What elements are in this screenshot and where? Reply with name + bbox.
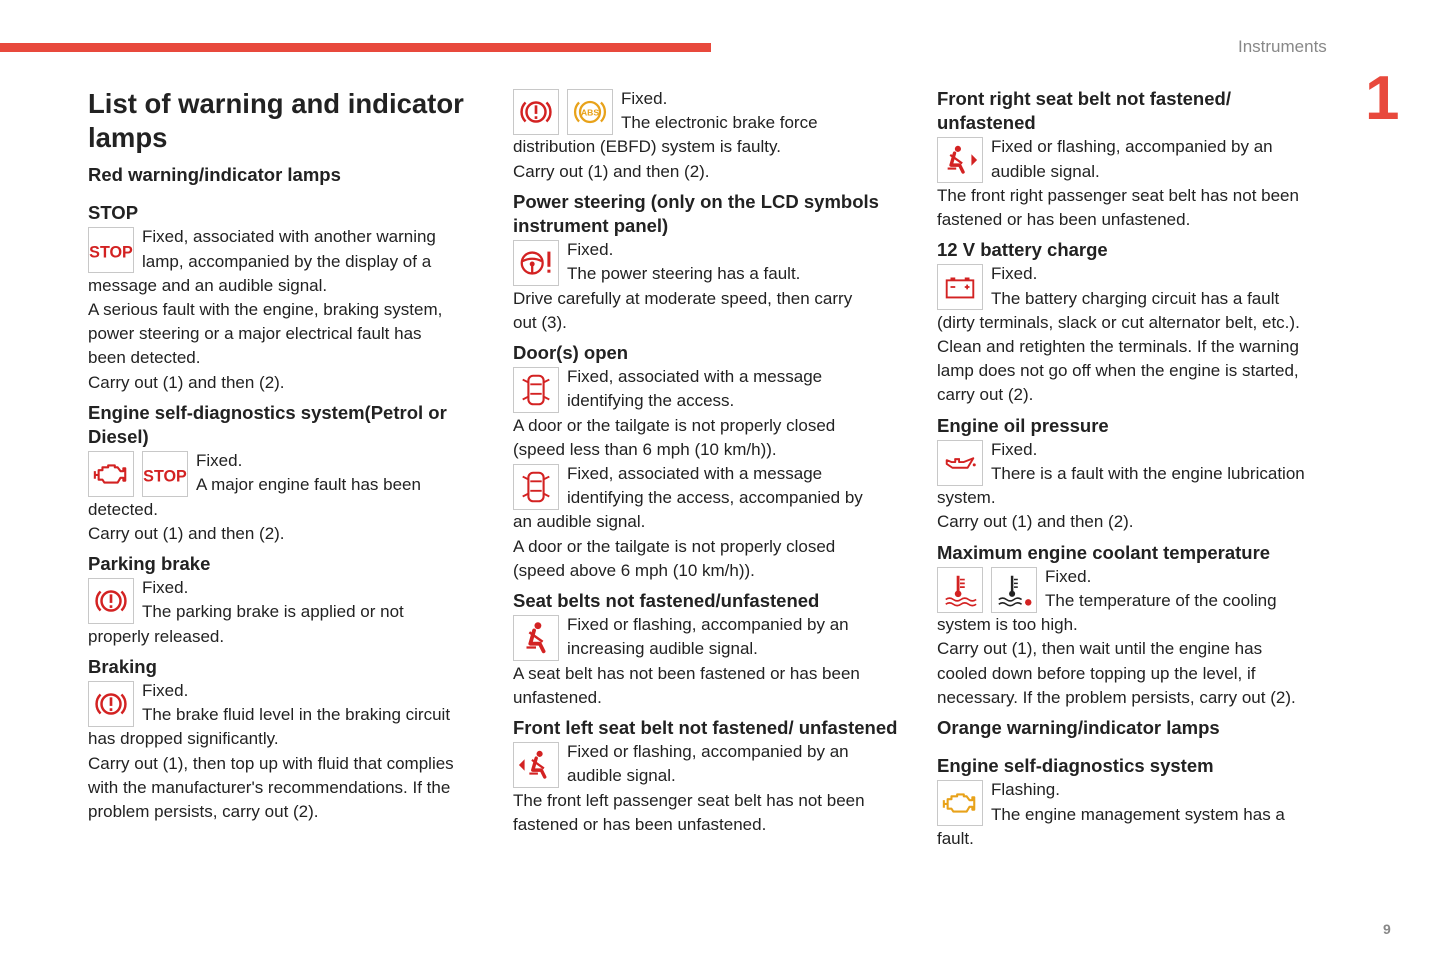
battery-entry (937, 262, 1332, 407)
engine-orange-heading: Engine self-diagnostics system (937, 755, 1214, 777)
engine-fault-icon (88, 451, 134, 497)
stop-text-1: Fixed, associated with another warning (142, 227, 436, 247)
orange-lamps-heading: Orange warning/indicator lamps (937, 717, 1220, 739)
column-1 (88, 87, 483, 824)
seatbelt-icon (513, 615, 559, 661)
engine-diag-text-2: A major engine fault has been (196, 475, 421, 495)
brake-warning-icon (88, 681, 134, 727)
column-2 (513, 87, 908, 837)
page-number: 9 (1383, 921, 1391, 937)
front-left-seatbelt-icon (513, 742, 559, 788)
engine-orange-icon (937, 780, 983, 826)
doors-text-a3: A door or the tailgate is not properly closed (513, 415, 836, 435)
power-steering-heading: Power steering (only on the LCD symbols instrument panel) (513, 190, 879, 237)
doors-text-b3: an audible signal. (513, 512, 646, 532)
section-header: Instruments (1238, 37, 1327, 56)
braking-entry (88, 679, 483, 824)
front-right-text-2: audible signal. (991, 161, 1100, 181)
coolant-text-4: Carry out (1), then wait until the engine has (937, 639, 1263, 659)
coolant-heading: Maximum engine coolant temperature (937, 541, 1271, 563)
power-steering-entry (513, 238, 908, 335)
braking-text-1: Fixed. (142, 681, 189, 701)
oil-text-3: system. (937, 488, 996, 508)
front-right-seatbelt-entry (937, 135, 1332, 232)
stop-icon-text: STOP (143, 467, 187, 486)
front-right-text-1: Fixed or flashing, accompanied by an (991, 137, 1273, 157)
seatbelts-heading: Seat belts not fastened/unfastened (513, 590, 820, 612)
engine-diag-entry (88, 449, 483, 546)
coolant-text-5: cooled down before topping up the level, if (937, 663, 1256, 683)
oil-pressure-entry (937, 438, 1332, 535)
brake-warning-icon (513, 89, 559, 135)
doors-open-heading: Door(s) open (513, 342, 629, 364)
front-right-text-4: fastened or has been unfastened. (937, 210, 1191, 230)
doors-text-a4: (speed less than 6 mph (10 km/h)). (513, 439, 777, 459)
doors-text-b2: identifying the access, accompanied by (567, 488, 863, 508)
parking-brake-text-3: properly released. (88, 626, 225, 646)
stop-icon (142, 451, 188, 497)
front-left-seatbelt-entry (513, 740, 908, 837)
battery-text-5: lamp does not go off when the engine is started, (937, 361, 1299, 381)
battery-icon (937, 264, 983, 310)
braking-text-3: has dropped significantly. (88, 729, 279, 749)
coolant-temp-icon (937, 567, 983, 613)
header-accent-bar (0, 43, 711, 52)
stop-text-5: power steering or a major electrical fault has (88, 324, 422, 344)
stop-text-7: Carry out (1) and then (2). (88, 372, 285, 392)
power-steering-text-3: Drive carefully at moderate speed, then carry (513, 288, 853, 308)
oil-text-4: Carry out (1) and then (2). (937, 512, 1134, 532)
steering-wheel-icon (513, 240, 559, 286)
ebfd-text-4: Carry out (1) and then (2). (513, 161, 710, 181)
stop-heading: STOP (88, 202, 139, 224)
engine-orange-text-3: fault. (937, 828, 974, 848)
braking-text-2: The brake fluid level in the braking circuit (142, 705, 451, 725)
stop-text-3: message and an audible signal. (88, 275, 328, 295)
coolant-text-6: necessary. If the problem persists, carry out (2). (937, 687, 1296, 707)
engine-orange-text-1: Flashing. (991, 780, 1060, 800)
battery-text-1: Fixed. (991, 264, 1038, 284)
battery-text-2: The battery charging circuit has a fault (991, 288, 1280, 308)
door-open-icon (513, 464, 559, 510)
ebfd-text-2: The electronic brake force (621, 113, 818, 133)
braking-text-5: with the manufacturer's recommendations. If the (88, 777, 451, 797)
doors-text-a1: Fixed, associated with a message (567, 367, 823, 387)
doors-text-b5: (speed above 6 mph (10 km/h)). (513, 560, 755, 580)
front-left-seatbelt-heading: Front left seat belt not fastened/ unfastened (513, 717, 898, 739)
engine-diag-text-4: Carry out (1) and then (2). (88, 523, 285, 543)
stop-text-6: been detected. (88, 348, 201, 368)
parking-brake-heading: Parking brake (88, 553, 211, 575)
front-left-text-4: fastened or has been unfastened. (513, 814, 767, 834)
front-right-seatbelt-icon (937, 137, 983, 183)
doors-open-entry-2 (513, 462, 908, 583)
page-title: List of warning and indicator lamps (88, 88, 464, 153)
coolant-text-1: Fixed. (1045, 566, 1092, 586)
oil-pressure-heading: Engine oil pressure (937, 414, 1109, 436)
abs-icon (567, 89, 613, 135)
parking-brake-text-2: The parking brake is applied or not (142, 602, 404, 622)
power-steering-text-1: Fixed. (567, 240, 614, 260)
ebfd-text-3: distribution (EBFD) system is faulty. (513, 137, 781, 157)
stop-icon (88, 227, 134, 273)
stop-text-4: A serious fault with the engine, braking system, (88, 300, 443, 320)
doors-text-b4: A door or the tailgate is not properly closed (513, 536, 836, 556)
front-left-text-2: audible signal. (567, 766, 676, 786)
battery-text-4: Clean and retighten the terminals. If the warning (937, 337, 1299, 357)
doors-text-b1: Fixed, associated with a message (567, 464, 823, 484)
stop-entry (88, 225, 483, 394)
brake-warning-icon (88, 578, 134, 624)
oil-can-icon (937, 440, 983, 486)
seatbelts-text-1: Fixed or flashing, accompanied by an (567, 615, 849, 635)
front-right-seatbelt-heading: Front right seat belt not fastened/ unfastened (937, 88, 1231, 134)
front-left-text-3: The front left passenger seat belt has not been (513, 790, 865, 810)
red-lamps-heading: Red warning/indicator lamps (88, 164, 341, 185)
braking-text-6: problem persists, carry out (2). (88, 802, 319, 822)
abs-icon-text: ABS (580, 107, 600, 118)
battery-text-6: carry out (2). (937, 385, 1034, 405)
doors-open-entry-1 (513, 365, 908, 462)
coolant-text-3: system is too high. (937, 615, 1078, 635)
doors-text-a2: identifying the access. (567, 391, 735, 411)
oil-text-1: Fixed. (991, 439, 1038, 459)
engine-orange-entry (937, 778, 1332, 851)
front-left-text-1: Fixed or flashing, accompanied by an (567, 742, 849, 762)
ebfd-entry (513, 87, 908, 184)
engine-diag-text-1: Fixed. (196, 451, 243, 471)
braking-text-4: Carry out (1), then top up with fluid that complies (88, 753, 454, 773)
engine-diag-text-3: detected. (88, 499, 158, 519)
ebfd-text-1: Fixed. (621, 89, 668, 108)
stop-text-2: lamp, accompanied by the display of a (142, 251, 432, 271)
engine-diag-heading: Engine self-diagnostics system(Petrol or Diesel) (88, 401, 447, 448)
coolant-temp-alert-icon (991, 567, 1037, 613)
seatbelts-text-3: A seat belt has not been fastened or has been (513, 663, 860, 683)
coolant-entry (937, 565, 1332, 710)
stop-icon-text: STOP (89, 244, 133, 263)
parking-brake-entry (88, 576, 483, 649)
oil-text-2: There is a fault with the engine lubrication (991, 464, 1305, 484)
power-steering-text-4: out (3). (513, 312, 567, 332)
braking-heading: Braking (88, 655, 157, 677)
chapter-number: 1 (1365, 64, 1400, 133)
battery-text-3: (dirty terminals, slack or cut alternator belt, etc.). (937, 312, 1300, 332)
front-right-text-3: The front right passenger seat belt has not been (937, 185, 1299, 205)
power-steering-text-2: The power steering has a fault. (567, 264, 801, 284)
seatbelts-entry (513, 613, 908, 710)
parking-brake-text-1: Fixed. (142, 578, 189, 598)
battery-heading: 12 V battery charge (937, 239, 1108, 261)
seatbelts-text-4: unfastened. (513, 687, 602, 707)
column-3 (937, 87, 1332, 851)
engine-orange-text-2: The engine management system has a (991, 804, 1285, 824)
door-open-icon (513, 367, 559, 413)
coolant-text-2: The temperature of the cooling (1045, 591, 1277, 611)
seatbelts-text-2: increasing audible signal. (567, 639, 758, 659)
